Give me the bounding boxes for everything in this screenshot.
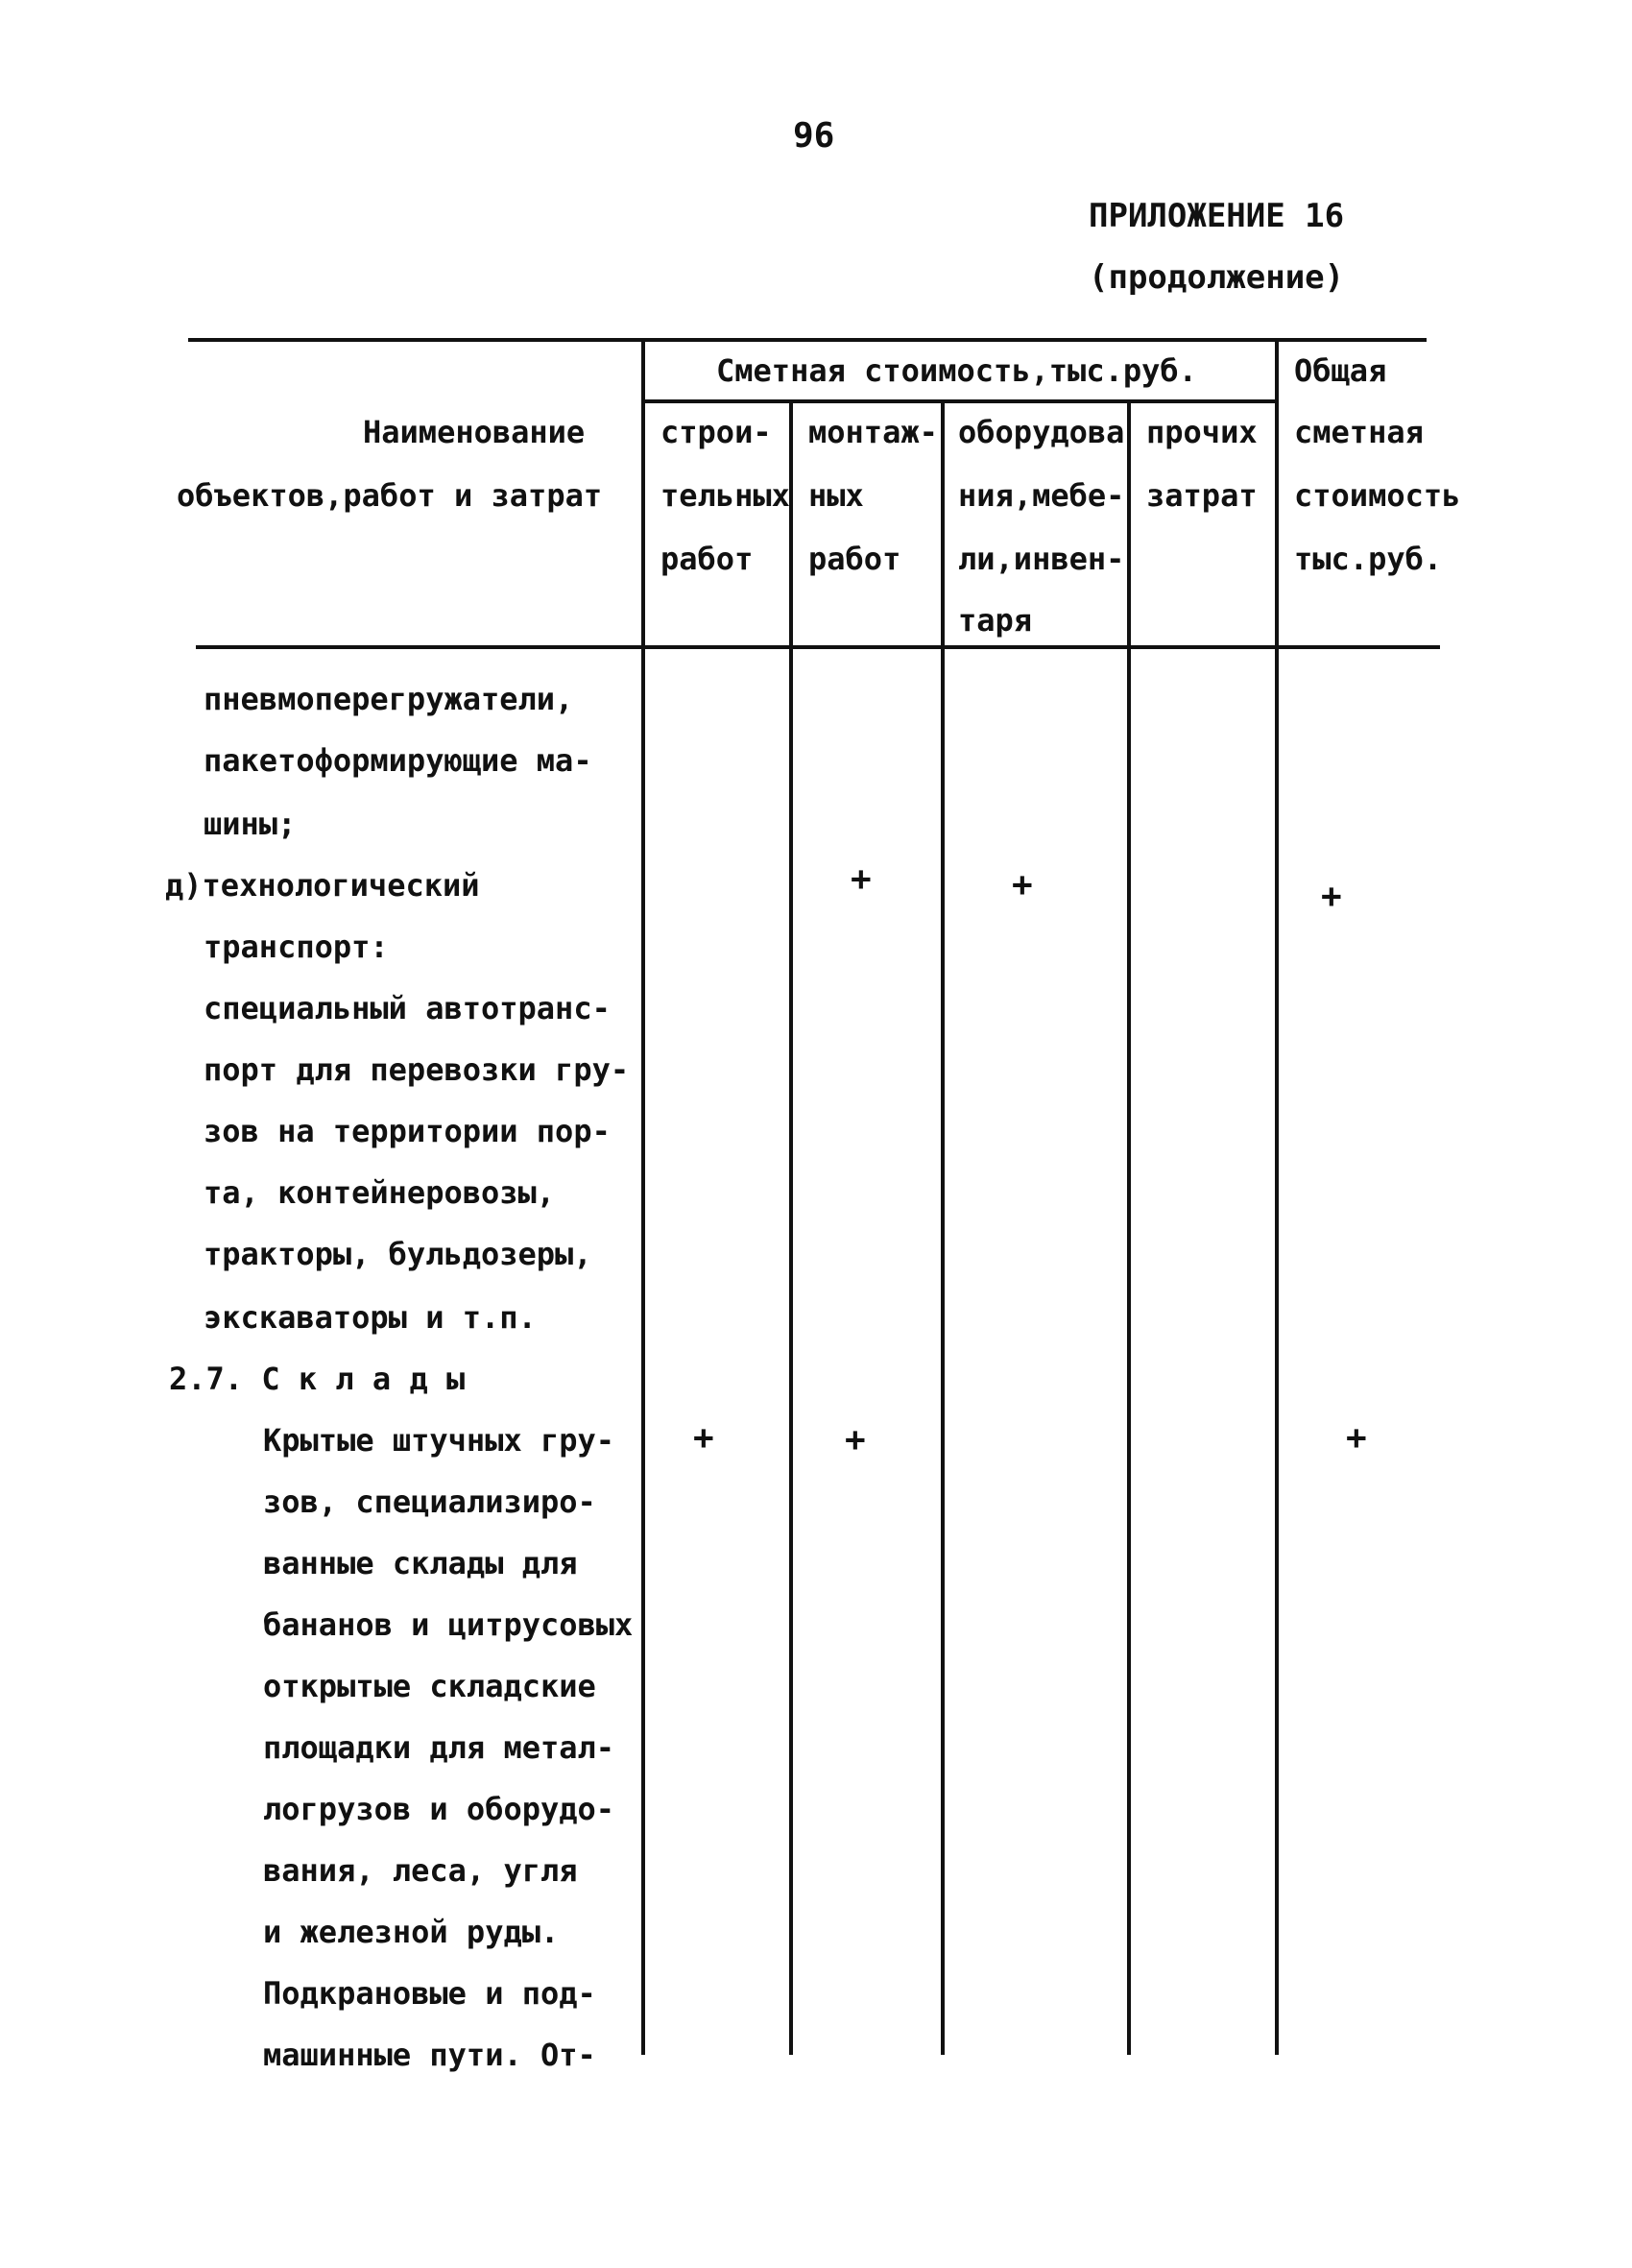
body-line: Крытые штучных гру- [263,1422,615,1459]
body-line: транспорт: [204,929,389,965]
header-name-line-1: Наименование [363,414,586,450]
table-top-rule [188,338,1427,342]
body-line: бананов и цитрусовых [263,1606,634,1643]
header-construction-line-3: работ [660,541,754,577]
mark-transport-total: + [1321,877,1342,916]
column-divider-installation [941,401,945,2055]
header-installation-line-3: работ [808,541,901,577]
body-line: ванные склады для [263,1545,578,1581]
body-line: тракторы, бульдозеры, [204,1236,592,1272]
header-total-line-4: тыс.руб. [1294,541,1443,577]
section-heading-warehouses: 2.7. С к л а д ы [169,1361,466,1397]
body-line: та, контейнеровозы, [204,1174,556,1211]
body-line: шины; [204,806,297,842]
header-name-line-2: объектов,работ и затрат [177,477,603,514]
body-line: машинные пути. От- [263,2037,596,2073]
body-line: порт для перевозки гру- [204,1051,630,1088]
header-bottom-rule [196,645,1440,649]
mark-warehouse-construction: + [693,1418,714,1458]
body-line: пакетоформирующие ма- [204,742,592,779]
appendix-title: ПРИЛОЖЕНИЕ 16 [1089,197,1345,235]
page-number: 96 [793,116,835,156]
mark-warehouse-installation: + [845,1420,866,1460]
column-divider-other [1275,340,1279,2055]
header-other-line-2: затрат [1146,477,1258,514]
header-equipment-line-4: таря [958,602,1033,639]
header-total-line-3: стоимость [1294,477,1461,514]
appendix-subtitle: (продолжение) [1089,258,1345,297]
header-other-line-1: прочих [1146,414,1258,450]
body-line: открытые складские [263,1668,596,1704]
header-group-title: Сметная стоимость,тыс.руб. [716,352,1197,389]
column-divider-construction [789,401,793,2055]
body-line: логрузов и оборудо- [263,1791,615,1827]
header-construction-line-2: тельных [660,477,790,514]
body-line: вания, леса, угля [263,1852,578,1889]
mark-transport-equipment: + [1012,865,1033,905]
header-installation-line-1: монтаж- [808,414,938,450]
header-installation-line-2: ных [808,477,864,514]
column-divider-name [641,340,645,2055]
column-divider-equipment [1127,401,1131,2055]
body-line: Подкрановые и под- [263,1975,596,2012]
body-line: д)технологический [165,867,480,904]
header-equipment-line-1: оборудова [958,414,1125,450]
body-line: зов на территории пор- [204,1113,611,1149]
header-construction-line-1: строи- [660,414,772,450]
mark-transport-installation: + [851,859,872,899]
header-total-line-1: Общая [1294,352,1387,389]
body-line: специальный автотранс- [204,990,611,1026]
mark-warehouse-total: + [1346,1418,1367,1458]
header-equipment-line-2: ния,мебе- [958,477,1125,514]
body-line: пневмоперегружатели, [204,681,574,717]
header-equipment-line-3: ли,инвен- [958,541,1125,577]
group-header-rule [645,399,1277,403]
body-line: зов, специализиро- [263,1484,596,1520]
body-line: и железной руды. [263,1914,560,1950]
body-line: площадки для метал- [263,1729,615,1766]
header-total-line-2: сметная [1294,414,1424,450]
body-line: экскаваторы и т.п. [204,1299,537,1336]
